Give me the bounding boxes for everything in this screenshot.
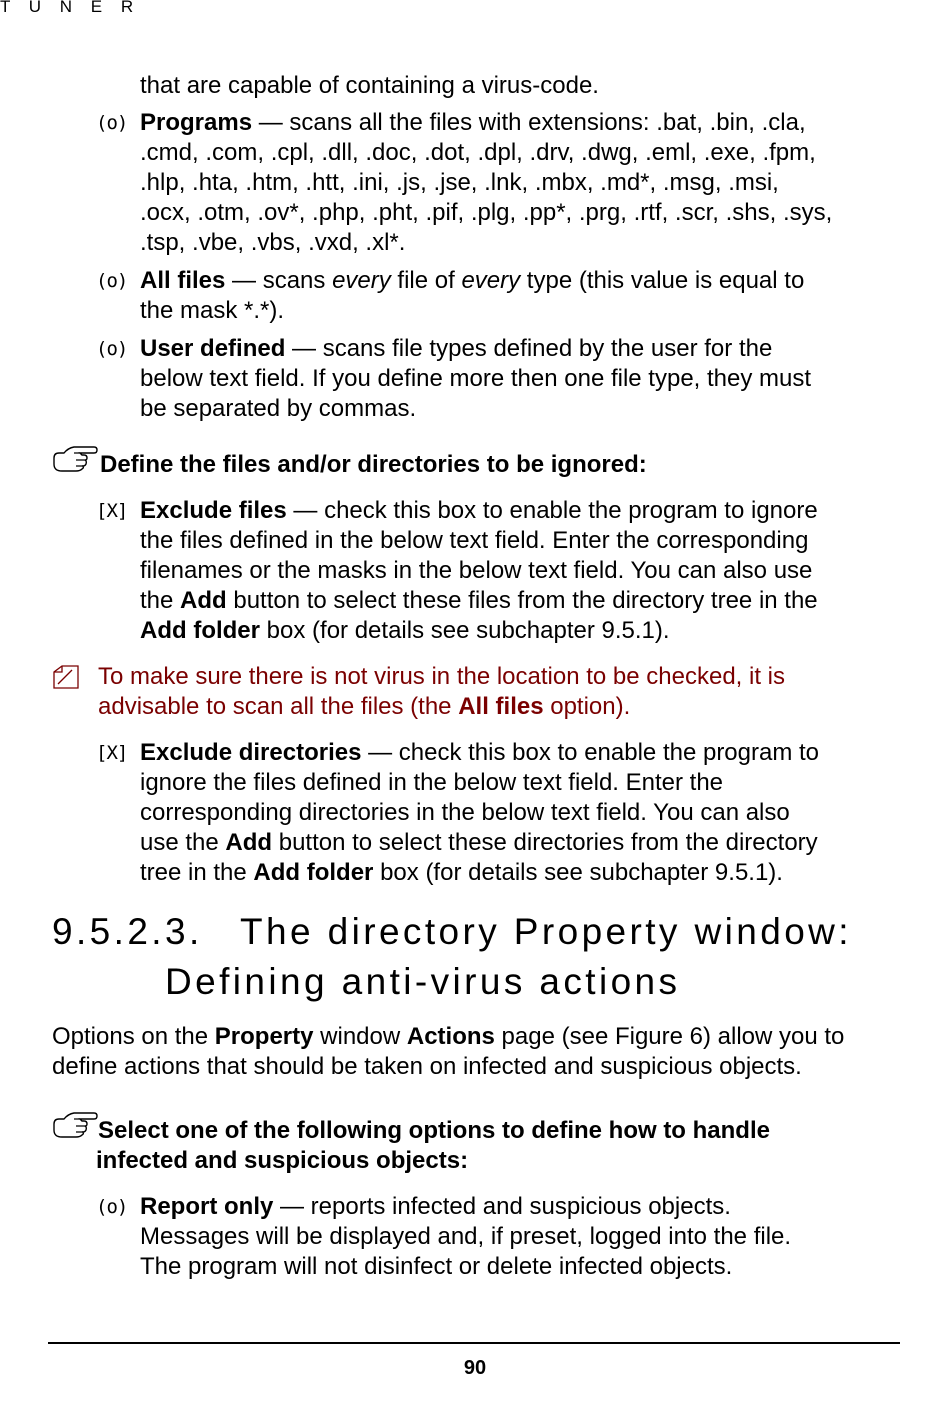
text: advisable to scan all the files (the — [98, 693, 459, 720]
text: page (see Figure 6) allow you to — [494, 1023, 845, 1050]
pointing-hand-icon — [52, 1110, 98, 1138]
text: — check this box to enable the program to ignore — [286, 497, 818, 524]
text: file of — [390, 267, 462, 294]
exclude-dirs-line-1 — [140, 738, 819, 768]
text: tree in the — [140, 859, 254, 886]
section-title-line-2: Defining anti-virus actions — [165, 961, 681, 1002]
term-add-folder: Add folder — [140, 617, 260, 644]
continuation-line: that are capable of containing a virus-code. — [140, 72, 599, 99]
text: button to select these files from the directory tree in the — [226, 587, 818, 614]
text: option). — [543, 693, 631, 720]
programs-line-4: .ocx, .otm, .ov*, .php, .pht, .pif, .plg, .pp*, .prg, .rtf, .scr, .shs, .sys, — [140, 199, 833, 226]
select-heading-line-2: infected and suspicious objects: — [96, 1147, 469, 1174]
all-files-line-2: the mask *.*). — [140, 297, 285, 324]
term-add: Add — [225, 829, 273, 856]
term-programs: Programs — [140, 109, 253, 136]
radio-marker: (o) — [96, 270, 128, 292]
intro-line-2: define actions that should be taken on infected and suspicious objects. — [52, 1053, 802, 1080]
text: Options on the — [52, 1023, 215, 1050]
report-only-line-1 — [140, 1192, 731, 1222]
text: — scans — [225, 267, 333, 294]
text: the — [140, 587, 181, 614]
exclude-files-line-1 — [140, 496, 818, 526]
text: box (for details see subchapter 9.5.1). — [260, 617, 670, 644]
text: box (for details see subchapter 9.5.1). — [373, 859, 783, 886]
section-title-line-1: The directory Property window: — [240, 911, 852, 952]
checkbox-marker: [X] — [96, 742, 128, 764]
programs-line-3: .hlp, .hta, .htm, .htt, .ini, .js, .jse, .lnk, .mbx, .md*, .msg, .msi, — [140, 169, 779, 196]
exclude-files-line-2: the files defined in the below text field. Enter the corresponding — [140, 527, 809, 554]
term-all-files: All files — [140, 267, 226, 294]
report-only-line-2: Messages will be displayed and, if preset, logged into the file. — [140, 1223, 792, 1250]
term-user-defined: User defined — [140, 335, 286, 362]
all-files-line-1 — [140, 266, 804, 296]
term-exclude-directories: Exclude directories — [140, 739, 362, 766]
pointing-hand-icon — [52, 444, 98, 472]
text: — reports infected and suspicious objects. — [273, 1193, 731, 1220]
programs-line-5: .tsp, .vbe, .vbs, .vxd, .xl*. — [140, 229, 406, 256]
user-defined-line-3: be separated by commas. — [140, 395, 417, 422]
exclude-files-line-4 — [140, 586, 818, 616]
term-report-only: Report only — [140, 1193, 274, 1220]
user-defined-line-2: below text field. If you define more then one file type, they must — [140, 365, 812, 392]
exclude-dirs-line-3: corresponding directories in the below text field. You can also — [140, 799, 790, 826]
report-only-line-3: The program will not disinfect or delete infected objects. — [140, 1253, 733, 1280]
checkbox-marker: [X] — [96, 500, 128, 522]
radio-marker: (o) — [96, 338, 128, 360]
term-property: Property — [214, 1023, 314, 1050]
emphasis: every — [461, 267, 521, 294]
radio-marker: (o) — [96, 112, 128, 134]
footer-rule — [48, 1342, 900, 1344]
programs-line-1 — [140, 108, 806, 138]
text: use the — [140, 829, 226, 856]
radio-marker: (o) — [96, 1196, 128, 1218]
note-line-2 — [98, 692, 630, 722]
exclude-dirs-line-2: ignore the files defined in the below text field. Enter the — [140, 769, 724, 796]
text: type (this value is equal to — [520, 267, 805, 294]
exclude-dirs-line-5 — [140, 858, 783, 888]
intro-line-1 — [52, 1022, 844, 1052]
term-exclude-files: Exclude files — [140, 497, 287, 524]
note-line-1: To make sure there is not virus in the location to be checked, it is — [98, 663, 786, 690]
text: — check this box to enable the program to — [361, 739, 820, 766]
term-add-folder: Add folder — [253, 859, 374, 886]
term-all-files: All files — [458, 693, 544, 720]
select-heading-line-1: Select one of the following options to define how to handle — [98, 1117, 770, 1144]
emphasis: every — [332, 267, 391, 294]
programs-line-2: .cmd, .com, .cpl, .dll, .doc, .dot, .dpl, .drv, .dwg, .eml, .exe, .fpm, — [140, 139, 816, 166]
running-header: T U N E R — [0, 0, 141, 16]
exclude-files-line-3: filenames or the masks in the below text field. You can also use — [140, 557, 813, 584]
user-defined-line-1 — [140, 334, 772, 364]
exclude-files-line-5 — [140, 616, 670, 646]
text: button to select these directories from the directory — [272, 829, 818, 856]
text: window — [313, 1023, 407, 1050]
ignored-heading: Define the files and/or directories to be ignored: — [100, 451, 647, 478]
term-actions: Actions — [406, 1023, 495, 1050]
page-number: 90 — [463, 1357, 487, 1379]
section-number: 9.5.2.3. — [52, 911, 203, 952]
exclude-dirs-line-4 — [140, 828, 818, 858]
term-add: Add — [180, 587, 227, 614]
text: — scans all the files with extensions: .bat, .bin, .cla, — [252, 109, 806, 136]
pen-icon — [52, 664, 80, 690]
text: — scans file types defined by the user for the — [285, 335, 773, 362]
